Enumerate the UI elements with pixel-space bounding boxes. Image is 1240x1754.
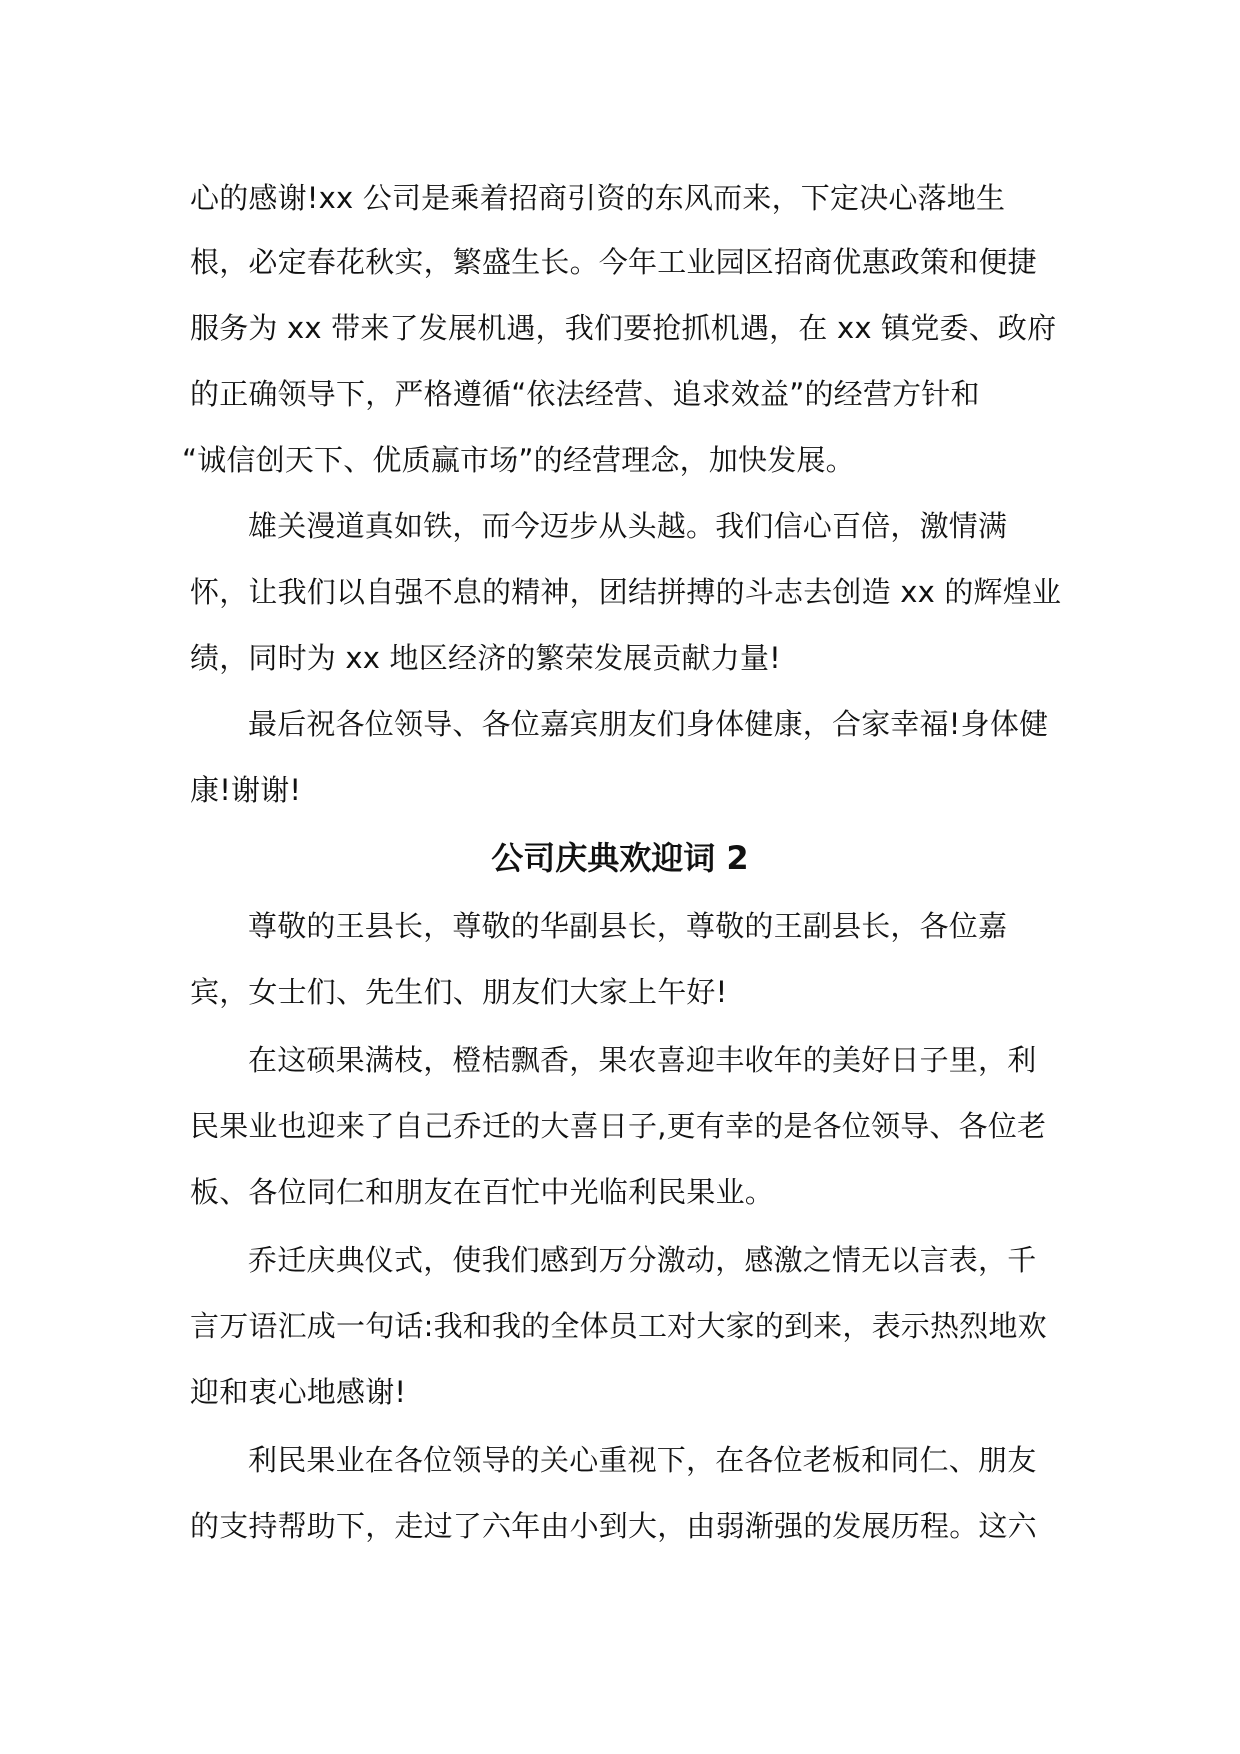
paragraph-line: 尊敬的王县长，尊敬的华副县长，尊敬的王副县长，各位嘉	[248, 909, 1008, 943]
paragraph-line: 雄关漫道真如铁，而今迈步从头越。我们信心百倍，激情满	[248, 509, 1008, 543]
paragraph-line: 怀，让我们以自强不息的精神，团结拼搏的斗志去创造 xx 的辉煌业	[190, 575, 1062, 609]
paragraph-line: 的支持帮助下，走过了六年由小到大，由弱渐强的发展历程。这六	[190, 1509, 1037, 1543]
paragraph-line: 心的感谢!xx 公司是乘着招商引资的东风而来，下定决心落地生	[190, 181, 1006, 215]
paragraph-line: 服务为 xx 带来了发展机遇，我们要抢抓机遇，在 xx 镇党委、政府	[190, 311, 1057, 345]
paragraph-line: 根，必定春花秋实，繁盛生长。今年工业园区招商优惠政策和便捷	[190, 245, 1037, 279]
paragraph-line: 板、各位同仁和朋友在百忙中光临利民果业。	[190, 1175, 775, 1209]
paragraph-line: 最后祝各位领导、各位嘉宾朋友们身体健康，合家幸福!身体健	[248, 707, 1049, 741]
paragraph-line: 的正确领导下，严格遵循“依法经营、追求效益”的经营方针和	[190, 377, 980, 411]
paragraph-line: 迎和衷心地感谢!	[190, 1375, 407, 1409]
paragraph-line: 绩，同时为 xx 地区经济的繁荣发展贡献力量!	[190, 641, 781, 675]
section-heading: 公司庆典欢迎词 2	[491, 839, 749, 877]
paragraph-line: 宾，女士们、先生们、朋友们大家上午好!	[190, 975, 728, 1009]
paragraph-line: 言万语汇成一句话:我和我的全体员工对大家的到来，表示热烈地欢	[190, 1309, 1047, 1343]
paragraph-line: “诚信创天下、优质赢市场”的经营理念，加快发展。	[182, 443, 855, 477]
paragraph-line: 在这硕果满枝，橙桔飘香，果农喜迎丰收年的美好日子里，利	[248, 1043, 1037, 1077]
paragraph-line: 利民果业在各位领导的关心重视下，在各位老板和同仁、朋友	[248, 1443, 1037, 1477]
paragraph-line: 康!谢谢!	[190, 773, 302, 807]
paragraph-line: 民果业也迎来了自己乔迁的大喜日子,更有幸的是各位领导、各位老	[190, 1109, 1047, 1143]
paragraph-line: 乔迁庆典仪式，使我们感到万分激动，感激之情无以言表，千	[248, 1243, 1037, 1277]
